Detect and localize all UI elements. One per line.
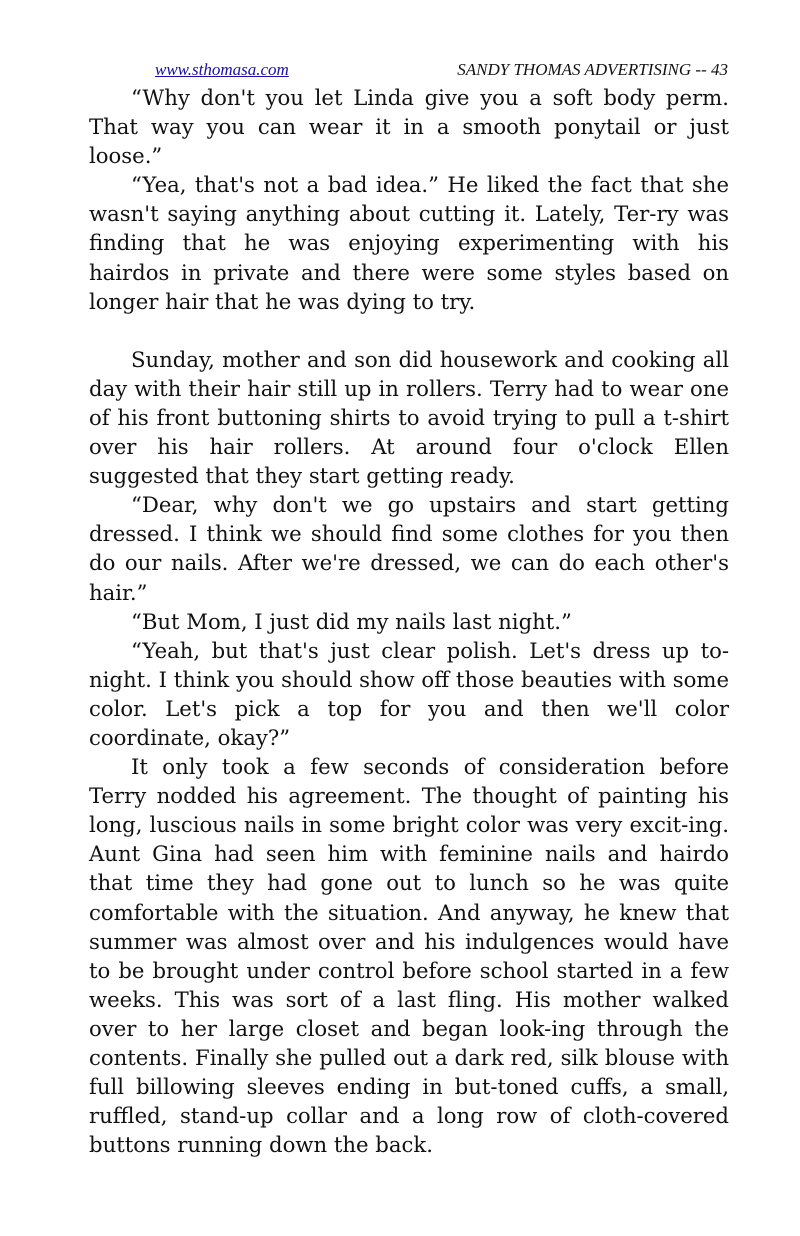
paragraph: “Yeah, but that's just clear polish. Let's dress up to-night. I think you should show off those beauties with some color. Let's pick a top for you and then we'll color coordinate, okay?” bbox=[89, 637, 729, 750]
paragraph: “Why don't you let Linda give you a soft body perm. That way you can wear it in a smooth ponytail or just loose.” bbox=[89, 85, 729, 169]
page-header bbox=[155, 60, 728, 82]
running-title: SANDY THOMAS ADVERTISING -- 43 bbox=[457, 60, 728, 79]
story-text bbox=[89, 83, 729, 1159]
paragraph: “Dear, why don't we go upstairs and start getting dressed. I think we should find some clothes for you then do our nails. After we're dressed, we can do each other's hair.” bbox=[89, 492, 729, 605]
paragraph: It only took a few seconds of consideration before Terry nodded his agreement. The thought of painting his long, luscious nails in some bright color was very excit-ing. Aunt Gina had seen him with feminine nails and hairdo that time they had gone out to lunch so he was quite comfortable with the situation. And anyway, he knew that summer was almost over and his indulgences would have to be brought under control before school started in a few weeks. This was sort of a last fling. His mother walked over to her large closet and began look-ing through the contents. Finally she pulled out a dark red, silk blouse with full billowing sleeves ending in but-toned cuffs, a small, ruffled, stand-up collar and a long row of cloth-covered buttons running down the back. bbox=[89, 754, 729, 1158]
website-link[interactable]: www.sthomasa.com bbox=[155, 60, 289, 79]
paragraph: “But Mom, I just did my nails last night.” bbox=[131, 608, 572, 634]
paragraph: Sunday, mother and son did housework and cooking all day with their hair still up in rollers. Terry had to wear one of his front buttoning shirts to avoid trying to pull a t-shirt over his hair rollers. At around four o'clock Ellen suggested that they start getting ready. bbox=[89, 346, 729, 489]
paragraph: “Yea, that's not a bad idea.” He liked the fact that she wasn't saying anything about cutting it. Lately, Ter-ry was finding that he was enjoying experimenting with his hairdos in private and there were some styles based on longer hair that he was dying to try. bbox=[89, 172, 729, 314]
